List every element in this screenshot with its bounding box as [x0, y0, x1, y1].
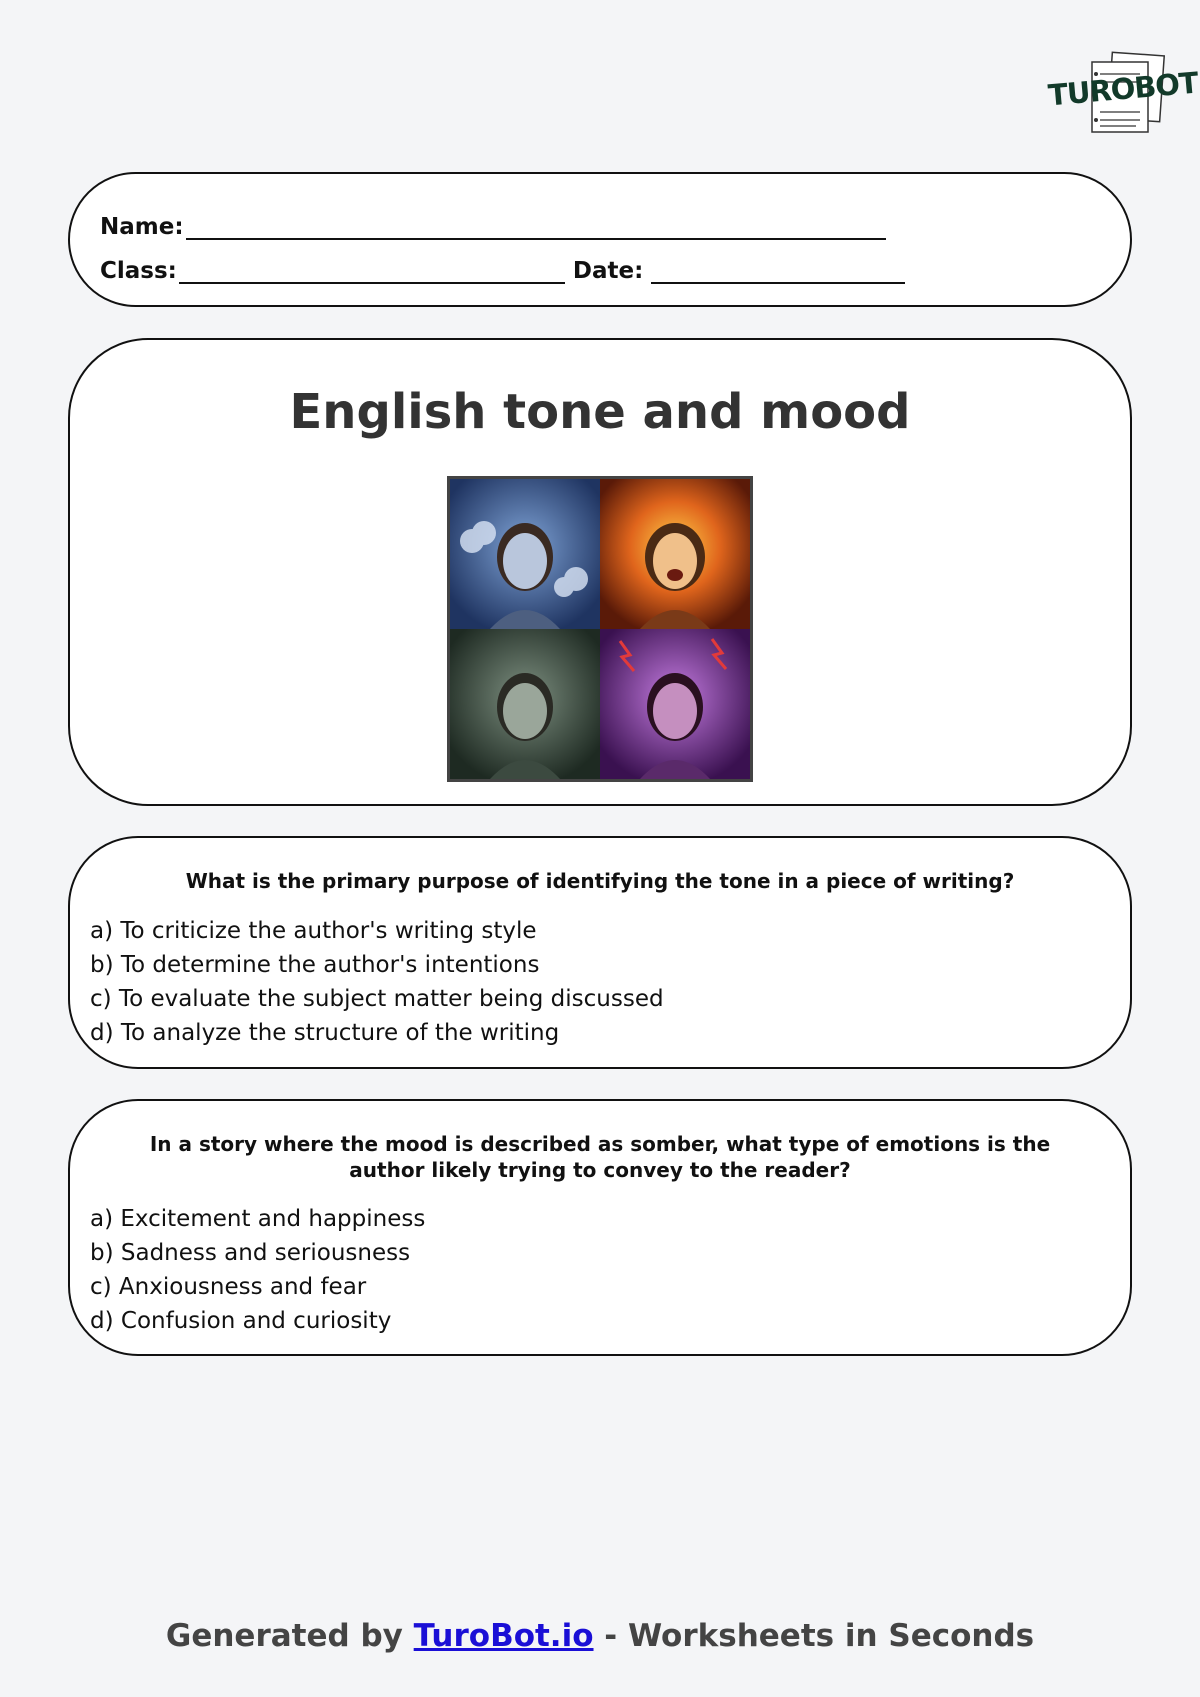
answer-options: [90, 914, 664, 1050]
footer-prefix: Generated by: [165, 1618, 414, 1654]
answer-options: [90, 1202, 425, 1338]
four-moods-portrait-image: [447, 476, 753, 782]
question-text: In a story where the mood is described as somber, what type of emotions is the author likely trying to convey to the reader?: [149, 1132, 1051, 1182]
worksheet-title: English tone and mood: [289, 384, 911, 440]
option-b[interactable]: b) Sadness and seriousness: [90, 1240, 411, 1266]
question-card-1: [68, 836, 1132, 1069]
option-d[interactable]: d) Confusion and curiosity: [90, 1308, 392, 1334]
logo-text: TUROBOT: [1046, 65, 1200, 113]
option-a[interactable]: a) To criticize the author's writing style: [90, 918, 537, 944]
option-d[interactable]: d) To analyze the structure of the writing: [90, 1020, 560, 1046]
option-c[interactable]: c) To evaluate the subject matter being discussed: [90, 986, 664, 1012]
name-label: Name:: [100, 214, 184, 240]
option-c[interactable]: c) Anxiousness and fear: [90, 1274, 367, 1300]
date-field[interactable]: [651, 258, 905, 284]
class-date-row: [100, 258, 905, 284]
turobot-link[interactable]: TuroBot.io: [413, 1618, 594, 1654]
class-label: Class:: [100, 258, 177, 284]
class-field[interactable]: [179, 258, 565, 284]
option-b[interactable]: b) To determine the author's intentions: [90, 952, 540, 978]
question-card-2: [68, 1099, 1132, 1356]
name-row: [100, 214, 886, 240]
name-field[interactable]: [186, 214, 886, 240]
turobot-logo: [1044, 50, 1200, 138]
footer-suffix: - Worksheets in Seconds: [593, 1618, 1035, 1654]
question-text: What is the primary purpose of identifying the tone in a piece of writing?: [185, 869, 1015, 893]
date-label: Date:: [572, 258, 644, 284]
option-a[interactable]: a) Excitement and happiness: [90, 1206, 426, 1232]
footer-credit: [0, 1618, 1200, 1654]
title-card: [68, 338, 1132, 806]
student-info-box: [68, 172, 1132, 307]
